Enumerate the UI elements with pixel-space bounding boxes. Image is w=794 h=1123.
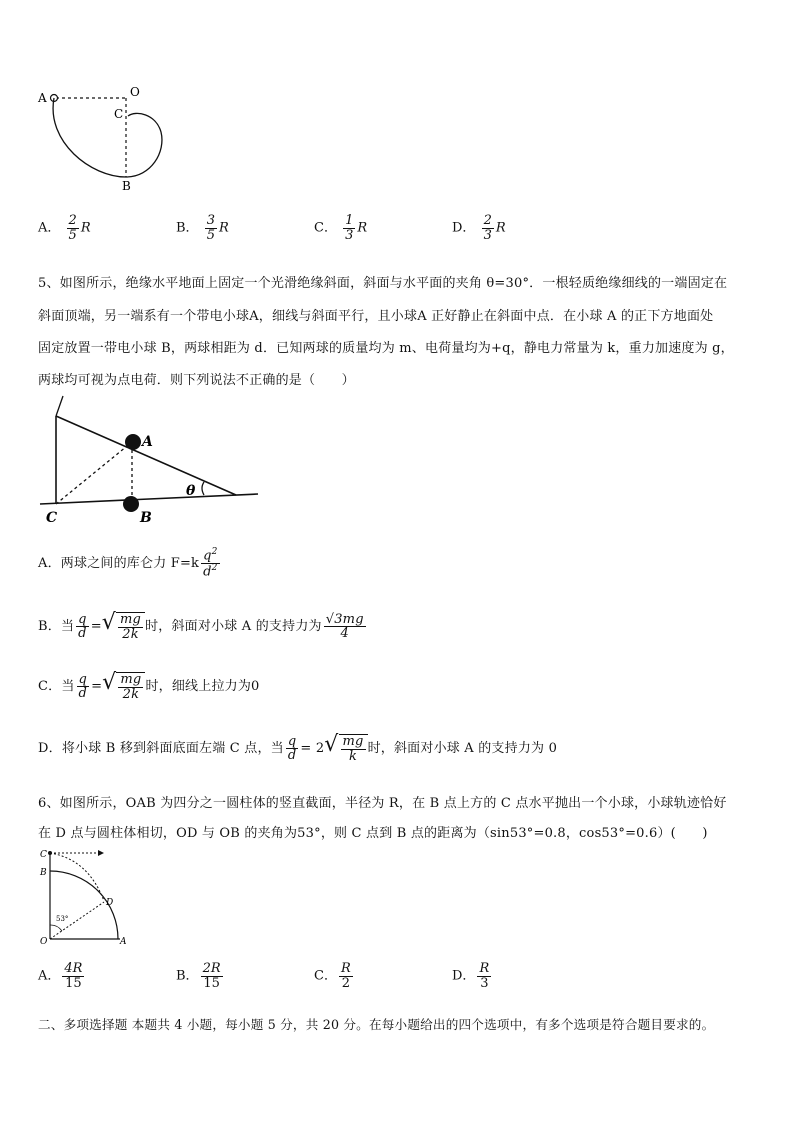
label-A: A [38,91,47,105]
q6-option-a[interactable]: A． $\frac{4R}{15}$ [38,961,83,991]
label-C: C [114,107,124,121]
figure-q6 [38,845,138,947]
label-theta: θ [186,483,196,499]
label-B: B [140,510,152,526]
q6-option-b[interactable]: B． $\frac{2R}{15}$ [176,961,221,991]
q6-option-d[interactable]: D． $\frac{R}{3}$ [452,961,490,991]
figure-q5 [36,392,266,532]
q4-option-b[interactable]: B． $\frac{3}{5}$ R [176,213,229,243]
label-D: D [106,898,114,908]
label-C: C [46,510,58,526]
q6-line-1: 6、如图所示，OAB 为四分之一圆柱体的竖直截面，半径为 R，在 B 点上方的 C 点水平抛出一个小球，小球轨迹恰好 [38,796,727,811]
q5-line-4: 两球均可视为点电荷．则下列说法不正确的是（ ） [38,373,355,388]
label-angle: 53° [56,915,69,923]
q4-option-d[interactable]: D． $\frac{2}{3}$ R [452,213,506,243]
label-B: B [40,868,47,878]
section-2-heading: 二、多项选择题 本题共 4 小题，每小题 5 分，共 20 分。在每小题给出的四个选项中，有多个选项是符合题目要求的。 [38,1017,715,1032]
q5-line-3: 固定放置一带电小球 B，两球相距为 d．已知两球的质量均为 m、电荷量均为+q，静电力常量为 k，重力加速度为 g， [38,341,734,356]
q4-option-c[interactable]: C． $\frac{1}{3}$ R [314,213,368,243]
label-A: A [120,937,127,947]
label-O: O [40,937,48,947]
q5-line-1: 5、如图所示，绝缘水平地面上固定一个光滑绝缘斜面，斜面与水平面的夹角 θ=30°．一根轻质绝缘细线的一端固定在 [38,276,728,291]
q5-option-c[interactable]: C．当 $\frac{q}{d}$ = √ $\frac{mg}{2k}$ 时，细线上拉力为0 [38,670,260,702]
label-O: O [130,85,140,99]
q5-option-b[interactable]: B．当 $\frac{q}{d}$ = √ $\frac{mg}{2k}$ 时，斜面对小球 A 的支持力为 $\frac{√3mg}{4}$ [38,610,364,642]
q6-line-2: 在 D 点与圆柱体相切，OD 与 OB 的夹角为53°，则 C 点到 B 点的距离为（sin53°=0.8，cos53°=0.6）( ) [38,826,708,841]
label-B: B [122,179,131,193]
figure-q4 [36,82,176,194]
q5-option-a[interactable]: A．两球之间的库仑力 F=k $\frac{q^2}{d^2}$ [38,547,218,580]
q6-option-c[interactable]: C． $\frac{R}{2}$ [314,961,351,991]
q5-line-2: 斜面顶端，另一端系有一个带电小球A，细线与斜面平行，且小球A 正好静止在斜面中点．在小球 A 的正下方地面处 [38,309,714,324]
label-A: A [142,434,153,450]
q4-option-a[interactable]: A． $\frac{2}{5}$ R [38,213,91,243]
q5-option-d[interactable]: D．将小球 B 移到斜面底面左端 C 点，当 $\frac{q}{d}$ = 2 √ $\frac{mg}{k}$ 时，斜面对小球 A 的支持力为 0 [38,732,558,764]
label-C: C [40,850,47,860]
